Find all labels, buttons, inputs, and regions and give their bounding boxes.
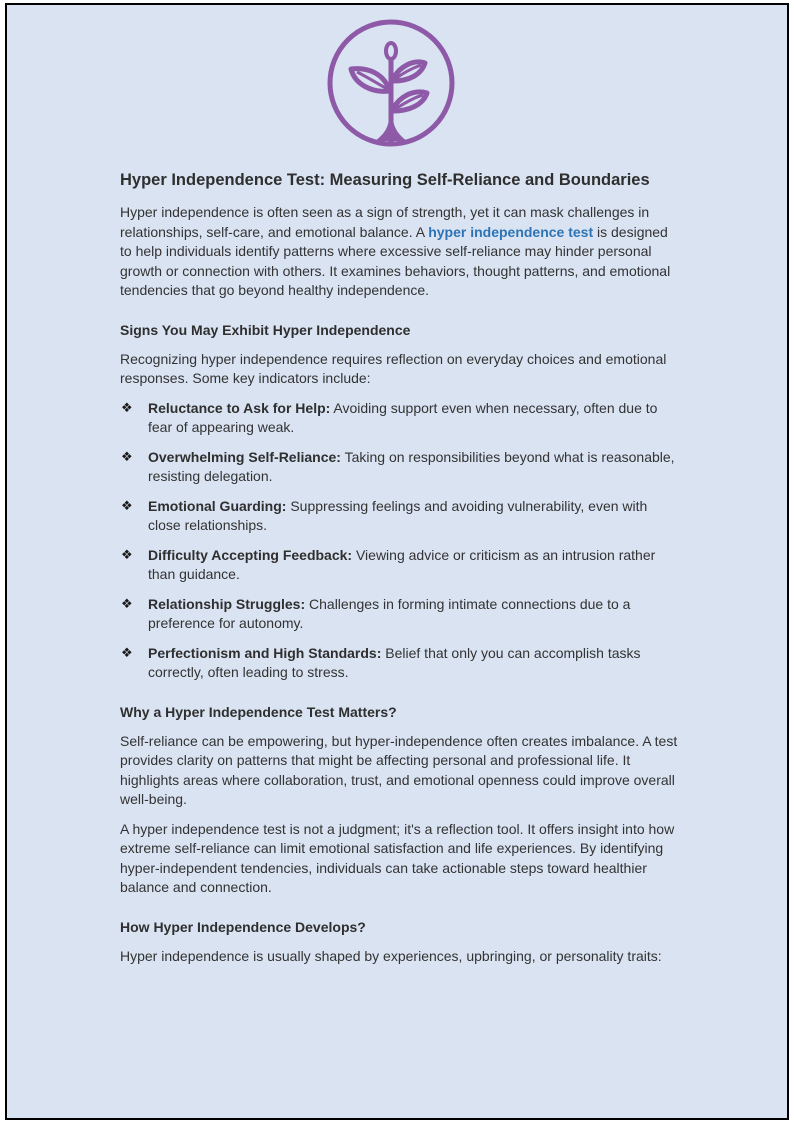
item-label: Overwhelming Self-Reliance:: [148, 448, 341, 465]
item-label: Emotional Guarding:: [148, 497, 287, 514]
item-text: Viewing advice or criticism as an intrusion rather than guidance.: [148, 546, 656, 582]
item-text: Challenges in forming intimate connections due to a preference for autonomy.: [148, 595, 631, 631]
item-text: Avoiding support even when necessary, often due to fear of appearing weak.: [148, 399, 658, 435]
signs-list: [120, 399, 680, 683]
intro-paragraph: [120, 203, 680, 301]
plant-logo-icon: [325, 17, 457, 149]
list-item: [120, 644, 680, 683]
article-body: [120, 169, 680, 976]
list-item: [120, 448, 680, 487]
diamond-bullet-icon: ❖: [121, 400, 133, 416]
document-page: [5, 3, 789, 1120]
diamond-bullet-icon: ❖: [121, 449, 133, 465]
intro-text-before-link: Hyper independence is often seen as a sign of strength, yet it can mask challenges in relationships, self-care, and emotional balance. A: [120, 204, 650, 240]
why-heading: Why a Hyper Independence Test Matters?: [120, 703, 397, 720]
item-text: Belief that only you can accomplish tasks correctly, often leading to stress.: [148, 644, 641, 680]
item-label: Reluctance to Ask for Help:: [148, 399, 331, 416]
signs-intro: Recognizing hyper independence requires reflection on everyday choices and emotional responses. Some key indicators include:: [120, 350, 667, 386]
why-paragraph-1: Self-reliance can be empowering, but hyper-independence often creates imbalance. A test provides clarity on patterns that might be affecting personal and professional life. It highlights areas where collaboration, trust, and emotional openness could improve overall well-being.: [120, 732, 678, 807]
list-item: [120, 399, 680, 438]
item-text: Suppressing feelings and avoiding vulnerability, even with close relationships.: [148, 497, 648, 533]
item-label: Relationship Struggles:: [148, 595, 306, 612]
hyper-independence-test-link[interactable]: hyper independence test: [428, 223, 594, 240]
item-text: Taking on responsibilities beyond what is reasonable, resisting delegation.: [148, 448, 675, 484]
develops-paragraph: Hyper independence is usually shaped by experiences, upbringing, or personality traits:: [120, 947, 662, 964]
diamond-bullet-icon: ❖: [121, 596, 133, 612]
intro-text-after-link: is designed to help individuals identify patterns where excessive self-reliance may hinder personal growth or connection with others. It examines behaviors, thought patterns, and emotional tendencies that go beyond healthy independence.: [120, 223, 671, 298]
list-item: [120, 595, 680, 634]
page-title: Hyper Independence Test: Measuring Self-Reliance and Boundaries: [120, 171, 650, 189]
diamond-bullet-icon: ❖: [121, 498, 133, 514]
develops-heading: How Hyper Independence Develops?: [120, 918, 366, 935]
list-item: [120, 497, 680, 536]
item-label: Difficulty Accepting Feedback:: [148, 546, 353, 563]
why-paragraph-2: A hyper independence test is not a judgment; it's a reflection tool. It offers insight into how extreme self-reliance can limit emotional satisfaction and life experiences. By identifying hyper-independent tendencies, individuals can take actionable steps toward healthier balance and connection.: [120, 820, 675, 895]
diamond-bullet-icon: ❖: [121, 547, 133, 563]
signs-heading: Signs You May Exhibit Hyper Independence: [120, 321, 411, 338]
list-item: [120, 546, 680, 585]
diamond-bullet-icon: ❖: [121, 645, 133, 661]
item-label: Perfectionism and High Standards:: [148, 644, 382, 661]
